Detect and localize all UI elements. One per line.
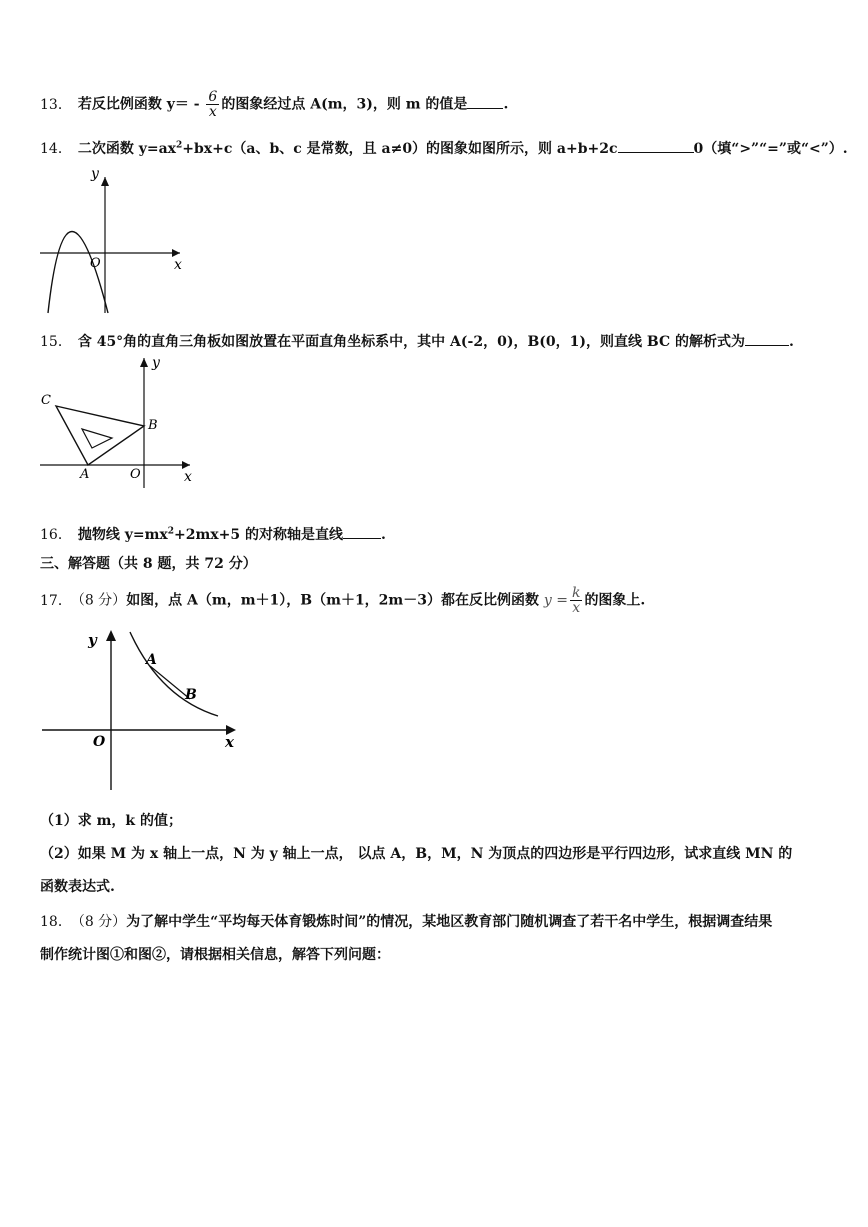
exponent: 2 bbox=[167, 526, 174, 537]
answer-blank bbox=[343, 526, 381, 539]
y-axis-label: y bbox=[88, 631, 97, 649]
x-axis-arrow bbox=[172, 249, 180, 257]
punctuation: . bbox=[503, 96, 509, 113]
question-text: 制作统计图 bbox=[40, 947, 110, 963]
sub-question-2: （2）如果 M 为 x 轴上一点，N 为 y 轴上一点， 以点 A，B，M，N 为顶点的四边形是平行四边形，试求直线 MN 的 bbox=[40, 846, 793, 862]
point-a-label: A bbox=[80, 467, 90, 482]
question-number: 17． bbox=[40, 592, 72, 609]
question-number: 13． bbox=[40, 96, 72, 113]
y-axis-label: y bbox=[152, 355, 160, 371]
punctuation: . bbox=[789, 334, 794, 350]
question-number: 15． bbox=[40, 334, 72, 350]
fraction bbox=[570, 586, 582, 615]
circled-number-1: ① bbox=[110, 947, 124, 963]
fraction-denominator: x bbox=[208, 104, 217, 120]
segment-ab bbox=[150, 666, 190, 699]
score-label: （8 分） bbox=[77, 592, 127, 609]
question-text: 如图，点 A（m，m＋1），B（m＋1，2m－3）都在反比例函数 bbox=[126, 592, 539, 609]
question-16 bbox=[40, 524, 386, 544]
figure-parabola bbox=[38, 165, 188, 315]
sub-question-2-continued: 函数表达式. bbox=[40, 879, 115, 895]
q17-sub2 bbox=[40, 843, 792, 863]
origin-label: O bbox=[130, 467, 141, 482]
question-number: 18． bbox=[40, 914, 72, 930]
hyperbola-curve bbox=[130, 632, 218, 716]
y-axis-arrow bbox=[140, 358, 148, 367]
point-c-label: C bbox=[41, 393, 51, 408]
y-axis-label: y bbox=[91, 166, 99, 182]
x-axis-label: x bbox=[174, 257, 182, 273]
question-text: 抛物线 y=mx bbox=[77, 527, 168, 543]
question-text: 0（填“>”“=”或“<”）. bbox=[693, 141, 848, 157]
origin-label: O bbox=[90, 256, 101, 271]
origin-label: O bbox=[93, 734, 106, 750]
answer-blank bbox=[745, 333, 789, 346]
question-18-cont bbox=[40, 944, 390, 964]
triangle-outer bbox=[56, 406, 144, 465]
figure-triangle bbox=[38, 350, 203, 490]
point-b-label: B bbox=[148, 418, 158, 433]
exponent: 2 bbox=[176, 140, 183, 151]
x-axis-arrow bbox=[182, 461, 190, 469]
parabola-curve bbox=[48, 232, 108, 314]
point-b-label: B bbox=[185, 687, 197, 703]
answer-blank bbox=[467, 96, 503, 109]
fraction-denominator: x bbox=[572, 600, 581, 616]
question-text: +2mx+5 的对称轴是直线 bbox=[174, 527, 343, 543]
answer-blank bbox=[618, 140, 694, 153]
question-text: 的图象经过点 A(m，3)，则 m 的值是 bbox=[221, 96, 468, 113]
question-text: +bx+c（a、b、c 是常数，且 a≠0）的图象如图所示，则 a+b+2c bbox=[182, 141, 618, 157]
question-14 bbox=[40, 138, 848, 158]
point-a-label: A bbox=[146, 652, 157, 668]
punctuation: . bbox=[380, 527, 386, 543]
section-heading bbox=[40, 553, 257, 573]
fraction-numerator: 6 bbox=[208, 89, 218, 105]
y-axis-arrow bbox=[106, 630, 116, 641]
y-axis-arrow bbox=[101, 177, 109, 186]
question-number: 16． bbox=[40, 527, 72, 543]
question-13 bbox=[40, 90, 508, 119]
function-expression: y = bbox=[543, 592, 568, 609]
question-17 bbox=[40, 586, 645, 615]
triangle-inner bbox=[82, 429, 112, 448]
fraction bbox=[206, 90, 219, 119]
q17-sub1 bbox=[40, 810, 182, 830]
question-text: 和图 bbox=[124, 947, 152, 963]
q17-sub2-cont bbox=[40, 876, 115, 896]
figure-hyperbola bbox=[40, 628, 240, 793]
question-text: 的图象上. bbox=[584, 592, 646, 609]
question-text: 含 45°角的直角三角板如图放置在平面直角坐标系中，其中 A(-2，0)，B(0，1)，则直线 BC 的解析式为 bbox=[77, 334, 746, 350]
question-number: 14． bbox=[40, 141, 72, 157]
question-text: ，请根据相关信息，解答下列问题： bbox=[166, 947, 390, 963]
question-15 bbox=[40, 331, 794, 351]
fraction-numerator: k bbox=[571, 585, 581, 601]
question-text: 二次函数 y=ax bbox=[77, 141, 176, 157]
score-label: （8 分） bbox=[77, 914, 127, 930]
question-text: 若反比例函数 y＝ - bbox=[77, 96, 200, 113]
circled-number-2: ② bbox=[152, 947, 166, 963]
x-axis-label: x bbox=[184, 469, 192, 485]
x-axis-label: x bbox=[225, 733, 234, 751]
section-title: 三、解答题（共 8 题，共 72 分） bbox=[40, 556, 257, 572]
question-text: 为了解中学生“平均每天体育锻炼时间”的情况，某地区教育部门随机调查了若干名中学生，根据调查结果 bbox=[126, 914, 773, 930]
sub-question-1: （1）求 m，k 的值； bbox=[40, 813, 183, 829]
question-18 bbox=[40, 911, 772, 931]
